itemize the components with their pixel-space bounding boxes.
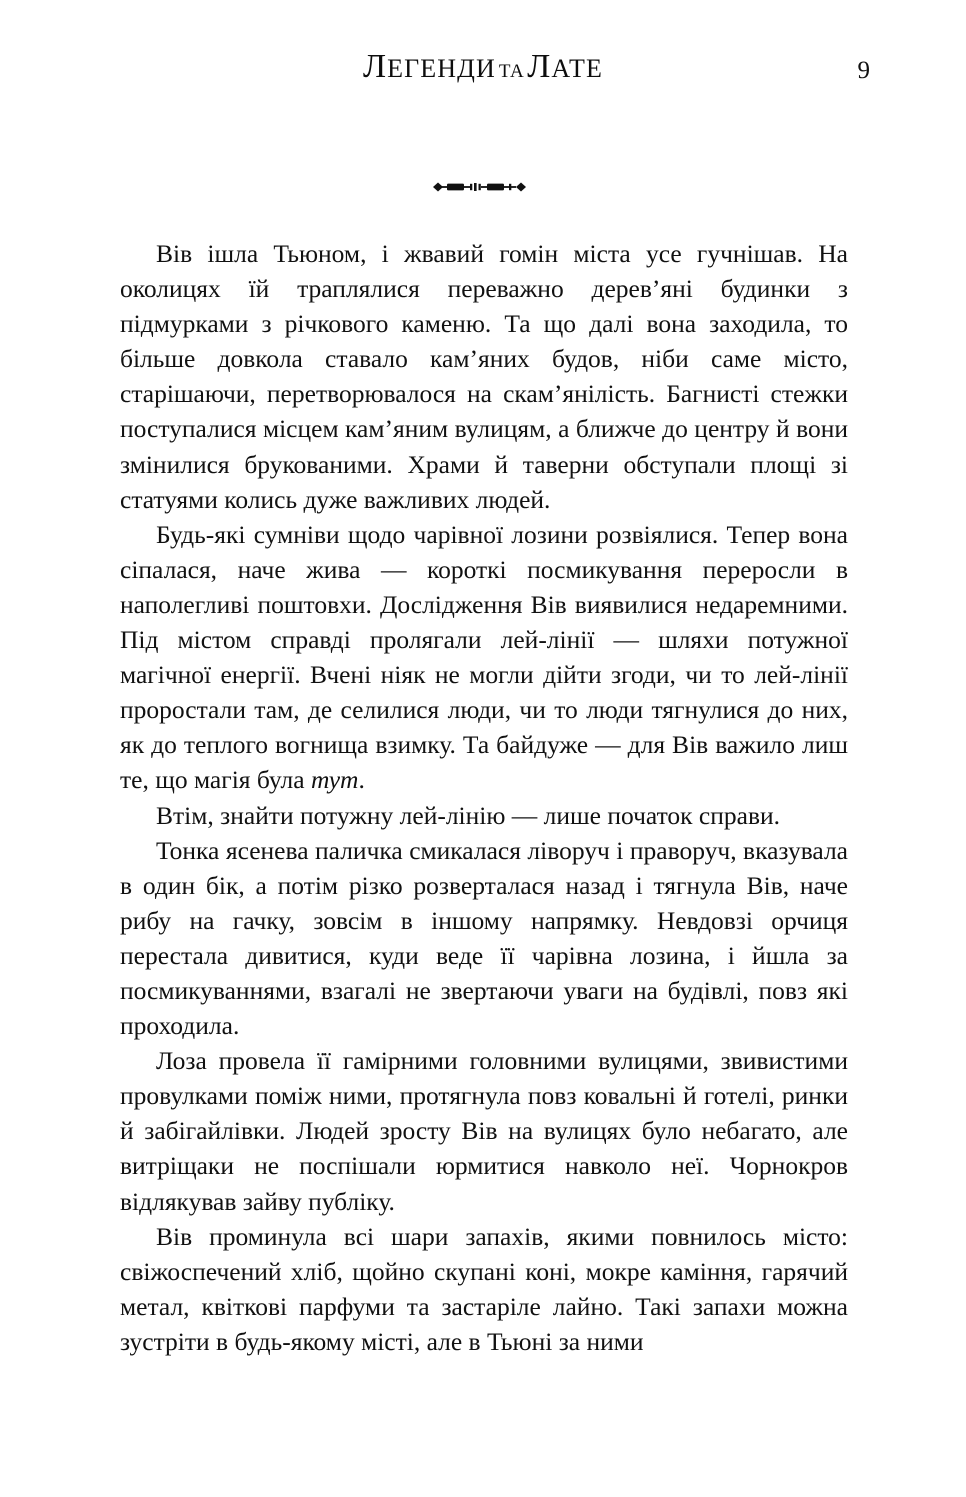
body-text	[120, 236, 848, 1359]
running-title	[0, 50, 966, 85]
paragraph: Лоза провела її гамірними головними вулицями, звивистими провулками поміж ними, протягнула повз ковальні й готелі, ринки й забігайлівки. Людей зросту Вів на вулицях було небагато, але витріщаки не поспішали юрмитися навколо неї. Чорнокров відлякував зайву публіку.	[120, 1046, 848, 1216]
running-title-conjunction: ТА	[498, 61, 525, 82]
emphasized-word: тут	[310, 765, 359, 795]
running-title-word1-rest: ЕГЕНДИ	[387, 54, 496, 83]
paragraph-text: Будь-які сумніви щодо чарівної лозини розвіялися. Тепер вона сіпалася, наче жива — короткі посмикування переросли в наполегливі поштовхи. Дослідження Вів виявилися недаремними. Під містом справді пролягали лей-лінії — шляхи потужної магічної енергії. Вчені ніяк не могли дійти згоди, чи то лей-лінії проростали там, де селилися люди, чи то люди тягнулися до них, як до теплого вогнища взимку. Та байдуже — для Вів важило лиш те, що магія була тут.	[120, 519, 848, 795]
running-title-word2-rest: АТЕ	[551, 54, 603, 83]
paragraph: Вів проминула всі шари запахів, якими повнилось місто: свіжоспечений хліб, щойно скупані коні, мокре каміння, гарячий метал, квіткові парфуми та застаріле лайно. Такі запахи можна зустріти в будь-якому місті, але в Тьюні за ними	[120, 1221, 848, 1356]
page-number: 9	[857, 57, 870, 84]
section-divider-ornament	[431, 178, 535, 196]
running-title-word2-initial: Л	[527, 48, 552, 85]
running-title-word1-initial: Л	[363, 48, 388, 85]
paragraph: Тонка ясенева паличка смикалася ліворуч і праворуч, вказувала в один бік, а потім різко розверталася назад і тягнула Вів, наче рибу на гачку, зовсім в іншому напрямку. Невдовзі орчиця перестала дивитися, куди веде її чарівна лозина, і йшла за посмикуваннями, взагалі не звертаючи уваги на будівлі, повз які проходила.	[120, 835, 848, 1041]
paragraph: Вів ішла Тьюном, і жвавий гомін міста усе гучнішав. На околицях їй траплялися переважно дерев’яні будинки з підмурками з річкового каменю. Та що далі вона заходила, то більше довкола ставало кам’яних будов, ніби саме місто, старішаючи, перетворювалося на скам’янілість. Багнисті стежки поступалися місцем кам’яним вулицям, а ближче до центру й вони змінилися брукованими. Храми й таверни обступали площі зі статуями колись дуже важливих людей.	[120, 239, 848, 514]
ornament-container	[0, 178, 966, 200]
paragraph: Втім, знайти потужну лей-лінію — лише початок справи.	[156, 800, 781, 830]
running-head	[0, 50, 966, 96]
paragraph	[120, 517, 848, 798]
